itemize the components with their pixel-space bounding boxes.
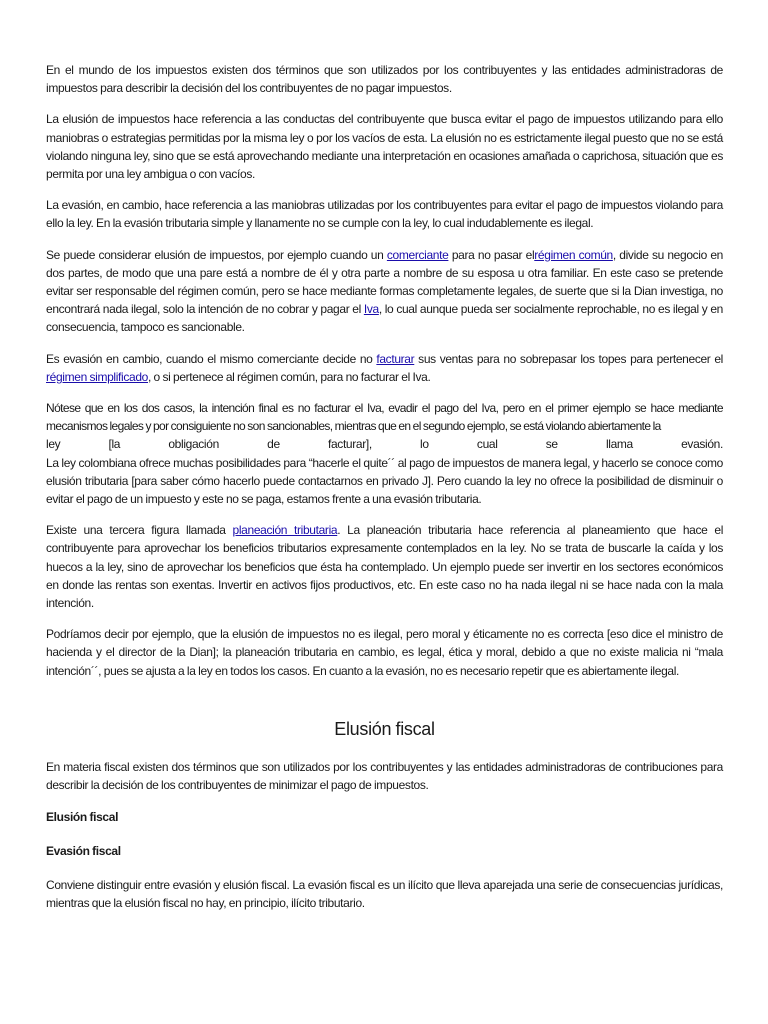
- subheading-evasion-fiscal: Evasión fiscal: [46, 843, 121, 858]
- section-closing: Conviene distinguir entre evasión y elusión fiscal. La evasión fiscal es un ilícito que lleva aparejada una serie de consecuencias jurídicas, mientras que la elusión fiscal no hay, en principio, ilícito tributario.: [46, 877, 723, 911]
- link-facturar[interactable]: facturar: [376, 351, 415, 366]
- text-segment: Existe una tercera figura llamada: [46, 523, 233, 538]
- text-segment: , divide su negocio en dos partes, de modo que una pare está a nombre de él y otra parte a nombre de su esposa u otra familiar. En este caso se pretende evitar ser responsable del régimen común, pero se hace mediante formas completamente legales, de suerte que si la Dian investiga, no encontrará nada ilegal, solo la intención de no cobrar y pagar el: [46, 247, 724, 317]
- paragraph-planeacion: [46, 521, 723, 612]
- text-segment: Es evasión en cambio, cuando el mismo comerciante decide no: [46, 351, 377, 366]
- text-segment: Nótese que en los dos casos, la intención final es no facturar el Iva, evadir el pago del Iva, pero en el primer ejemplo se hace mediante mecanismos legales y por consiguiente no son sancionables, mientras que en el segundo ejemplo, se está violando abiertamente la: [46, 401, 723, 434]
- paragraph-intro: En el mundo de los impuestos existen dos términos que son utilizados por los contribuyentes y las entidades administradoras de impuestos para describir la decisión del los contribuyentes de no pagar impuestos.: [46, 63, 723, 96]
- paragraph-elusion-example: [46, 246, 723, 337]
- paragraph-evasion-definition: La evasión, en cambio, hace referencia a las maniobras utilizadas por los contribuyentes para evitar el pago de impuestos violando para ello la ley. En la evasión tributaria simple y llanamente no se cumple con la ley, lo cual indudablemente es ilegal.: [46, 198, 723, 231]
- paragraph-elusion-definition: La elusión de impuestos hace referencia a las conductas del contribuyente que busca evitar el pago de impuestos utilizando para ello maniobras o estrategias permitidas por la misma ley o por los vacíos de esta. La elusión no es estrictamente ilegal puesto que no se está violando ninguna ley, sino que se está aprovechando mediante una interpretación en ocasiones amañada o caprichosa, situación que es permita por una ley ambigua o con vacíos.: [46, 112, 723, 182]
- text-segment: Se puede considerar elusión de impuestos, por ejemplo cuando un: [46, 247, 387, 262]
- subheading-elusion-fiscal: Elusión fiscal: [46, 809, 119, 824]
- link-iva[interactable]: Iva: [363, 302, 379, 317]
- text-segment: ley [la obligación de facturar], lo cual se llama evasión.: [46, 437, 723, 452]
- link-comerciante[interactable]: comerciante: [386, 247, 449, 262]
- text-segment: . La planeación tributaria hace referencia al planeamiento que hace el contribuyente para aprovechar los beneficios tributarios expresamente contemplados en la ley. No se trata de buscarle la caída y los huecos a la ley, sino de aprovechar los beneficios que ésta ha contemplado. Un ejemplo puede ser invertir en los sectores económicos en donde las rentas son exentas. Invertir en activos fijos productivos, etc. En este caso no ha nada ilegal ni se hace nada con la mala intención.: [46, 523, 724, 611]
- paragraph-evasion-example: [46, 350, 723, 386]
- section-heading: Elusión fiscal: [334, 718, 435, 739]
- text-segment: La ley colombiana ofrece muchas posibilidades para “hacerle el quite´´ al pago de impuestos de manera legal, y hacerlo se conoce como elusión tributaria [para saber cómo hacerlo puede contactarnos en privado J]. Pero cuando la ley no ofrece la posibilidad de disminuir o evitar el pago de un impuesto y este no se paga, estamos frente a una evasión tributaria.: [46, 455, 723, 507]
- section-intro: En materia fiscal existen dos términos que son utilizados por los contribuyentes y las entidades administradoras de contribuciones para describir la decisión de los contribuyentes de minimizar el pago de impuestos.: [46, 760, 723, 793]
- text-segment: , lo cual aunque pueda ser socialmente reprochable, no es ilegal y en consecuencia, tampoco es sancionable.: [46, 302, 723, 335]
- paragraph-conclusion: Podríamos decir por ejemplo, que la elusión de impuestos no es ilegal, pero moral y éticamente no es correcta [eso dice el ministro de hacienda y el director de la Dian]; la planeación tributaria en cambio, es legal, ética y moral, debido a que no existe malicia ni “mala intención´´, pues se ajusta a la ley en todos los casos. En cuanto a la evasión, no es necesario repetir que es abiertamente ilegal.: [46, 627, 723, 678]
- text-segment: sus ventas para no sobrepasar los topes para pertenecer el: [414, 351, 723, 366]
- paragraph-comparison: [46, 399, 723, 508]
- document-body: [46, 61, 723, 925]
- text-segment: , o si pertenece al régimen común, para no facturar el Iva.: [147, 369, 431, 384]
- link-regimen-simplificado[interactable]: régimen simplificado: [46, 369, 148, 384]
- link-regimen-comun[interactable]: régimen común: [534, 247, 613, 262]
- link-planeacion-tributaria[interactable]: planeación tributaria: [232, 523, 338, 538]
- text-segment: para no pasar el: [448, 247, 535, 262]
